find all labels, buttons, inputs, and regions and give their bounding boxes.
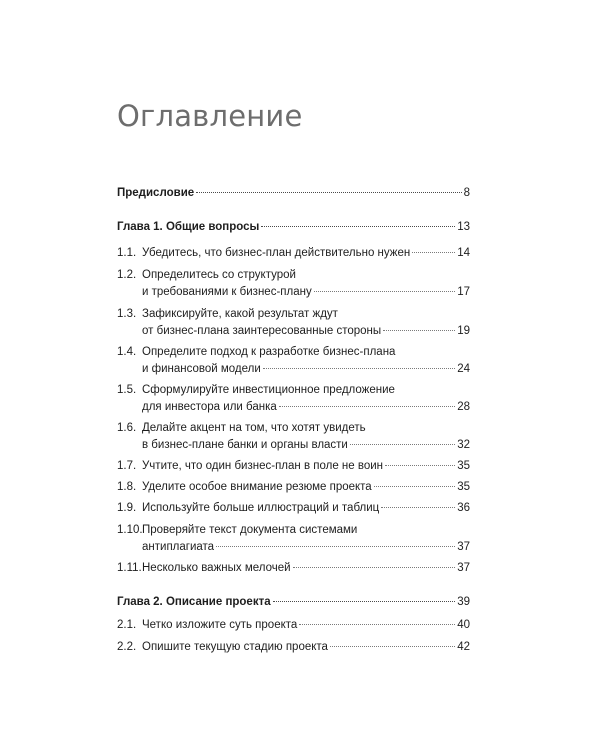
toc-entry-title: Глава 2. Описание проекта <box>117 596 271 608</box>
toc-line <box>117 284 470 301</box>
toc-entry <box>117 639 470 656</box>
toc-entry <box>117 382 470 416</box>
toc-entry-title: Определите подход к разработке бизнес-плана <box>142 346 396 358</box>
toc-entry-title: Четко изложите суть проекта <box>142 619 298 631</box>
toc-page-number: 37 <box>457 562 470 574</box>
toc-entry-title: Делайте акцент на том, что хотят увидеть <box>142 422 366 434</box>
toc-entry-title: Опишите текущую стадию проекта <box>142 641 328 653</box>
toc-page-number: 13 <box>457 221 470 233</box>
toc-entry-title: от бизнес-плана заинтересованные стороны <box>142 325 382 337</box>
dot-leader <box>216 546 455 547</box>
toc-entry-number: 2.2. <box>117 641 137 653</box>
toc-line <box>117 479 470 496</box>
toc-line <box>117 306 470 323</box>
toc-entry-number: 1.2. <box>117 269 137 281</box>
toc-page-number: 8 <box>463 187 470 199</box>
toc-line <box>117 399 470 416</box>
toc-line <box>117 219 470 236</box>
toc-line <box>117 267 470 284</box>
toc-page-number: 36 <box>457 502 470 514</box>
toc-chapter-entry <box>117 219 470 236</box>
toc-entry <box>117 522 470 556</box>
toc-line <box>117 500 470 517</box>
toc-page-number: 17 <box>457 286 470 298</box>
toc-entry <box>117 479 470 496</box>
toc-entry-number: 1.11. <box>117 562 142 574</box>
toc-line <box>117 361 470 378</box>
toc-page-number: 37 <box>457 541 470 553</box>
dot-leader <box>273 601 456 602</box>
toc-line <box>117 639 470 656</box>
dot-leader <box>299 624 455 625</box>
toc-line <box>117 437 470 454</box>
toc-entry-number: 1.9. <box>117 502 137 514</box>
toc-page-number: 35 <box>457 481 470 493</box>
dot-leader <box>263 368 455 369</box>
toc-entry <box>117 560 470 577</box>
toc-page-number: 28 <box>457 401 470 413</box>
toc-page-number: 39 <box>457 596 470 608</box>
toc-entry-title: и требованиями к бизнес-плану <box>142 286 312 298</box>
toc-chapter-entry <box>117 185 470 202</box>
dot-leader <box>381 507 455 508</box>
toc-page-number: 32 <box>457 439 470 451</box>
toc-line <box>117 382 470 399</box>
toc-entry-title: Убедитесь, что бизнес-план действительно нужен <box>142 247 411 259</box>
toc-entry-title: Зафиксируйте, какой результат ждут <box>142 308 338 320</box>
toc-entry-title: для инвестора или банка <box>142 401 277 413</box>
dot-leader <box>374 486 456 487</box>
toc-entry-number: 1.8. <box>117 481 137 493</box>
toc-line <box>117 344 470 361</box>
toc-line <box>117 458 470 475</box>
toc-page-number: 19 <box>457 325 470 337</box>
toc-entry <box>117 458 470 475</box>
toc-entry-number: 1.5. <box>117 384 137 396</box>
toc-line <box>117 185 470 202</box>
toc-line <box>117 420 470 437</box>
page-title: Оглавление <box>117 99 303 133</box>
dot-leader <box>350 444 455 445</box>
toc-line <box>117 539 470 556</box>
toc-page-number: 35 <box>457 460 470 472</box>
toc-entry-number: 1.4. <box>117 346 137 358</box>
dot-leader <box>385 465 455 466</box>
toc-page-number: 42 <box>457 641 470 653</box>
toc-entry-title: и финансовой модели <box>142 363 261 375</box>
toc-line <box>117 594 470 611</box>
toc-entry-number: 1.10. <box>117 524 143 536</box>
toc-entry-title: Предисловие <box>117 187 195 199</box>
toc-entry-number: 1.3. <box>117 308 137 320</box>
toc-line <box>117 245 470 262</box>
toc-entry <box>117 617 470 634</box>
toc-line <box>117 617 470 634</box>
toc-entry-title: Несколько важных мелочей <box>142 562 291 574</box>
toc-entry <box>117 245 470 262</box>
toc-entry-title: Сформулируйте инвестиционное предложение <box>142 384 395 396</box>
toc-entry <box>117 420 470 454</box>
dot-leader <box>196 192 461 193</box>
toc-chapter-entry <box>117 594 470 611</box>
toc-entry-title: Уделите особое внимание резюме проекта <box>142 481 372 493</box>
dot-leader <box>279 406 455 407</box>
toc-entry-number: 1.1. <box>117 247 137 259</box>
toc-entry-number: 1.6. <box>117 422 137 434</box>
toc-entry <box>117 267 470 301</box>
toc-entry-title: Глава 1. Общие вопросы <box>117 221 260 233</box>
dot-leader <box>412 252 455 253</box>
toc-entry-title: Используйте больше иллюстраций и таблиц <box>142 502 380 514</box>
dot-leader <box>261 226 455 227</box>
toc-entry <box>117 306 470 340</box>
dot-leader <box>383 330 455 331</box>
toc-entry <box>117 344 470 378</box>
toc-page-number: 14 <box>457 247 470 259</box>
toc-entry-title: Учтите, что один бизнес-план в поле не воин <box>142 460 384 472</box>
toc-line <box>117 522 470 539</box>
toc-entry-title: Определитесь со структурой <box>142 269 296 281</box>
toc-page-number: 24 <box>457 363 470 375</box>
dot-leader <box>293 567 456 568</box>
toc-line <box>117 560 470 577</box>
toc-entry <box>117 500 470 517</box>
toc-entry-number: 2.1. <box>117 619 137 631</box>
toc-page-number: 40 <box>457 619 470 631</box>
toc-entry-title: Проверяйте текст документа системами <box>142 524 358 536</box>
toc-entry-title: в бизнес-плане банки и органы власти <box>142 439 348 451</box>
dot-leader <box>330 646 455 647</box>
dot-leader <box>314 291 455 292</box>
toc-line <box>117 323 470 340</box>
toc-entry-title: антиплагиата <box>142 541 215 553</box>
toc-entry-number: 1.7. <box>117 460 137 472</box>
